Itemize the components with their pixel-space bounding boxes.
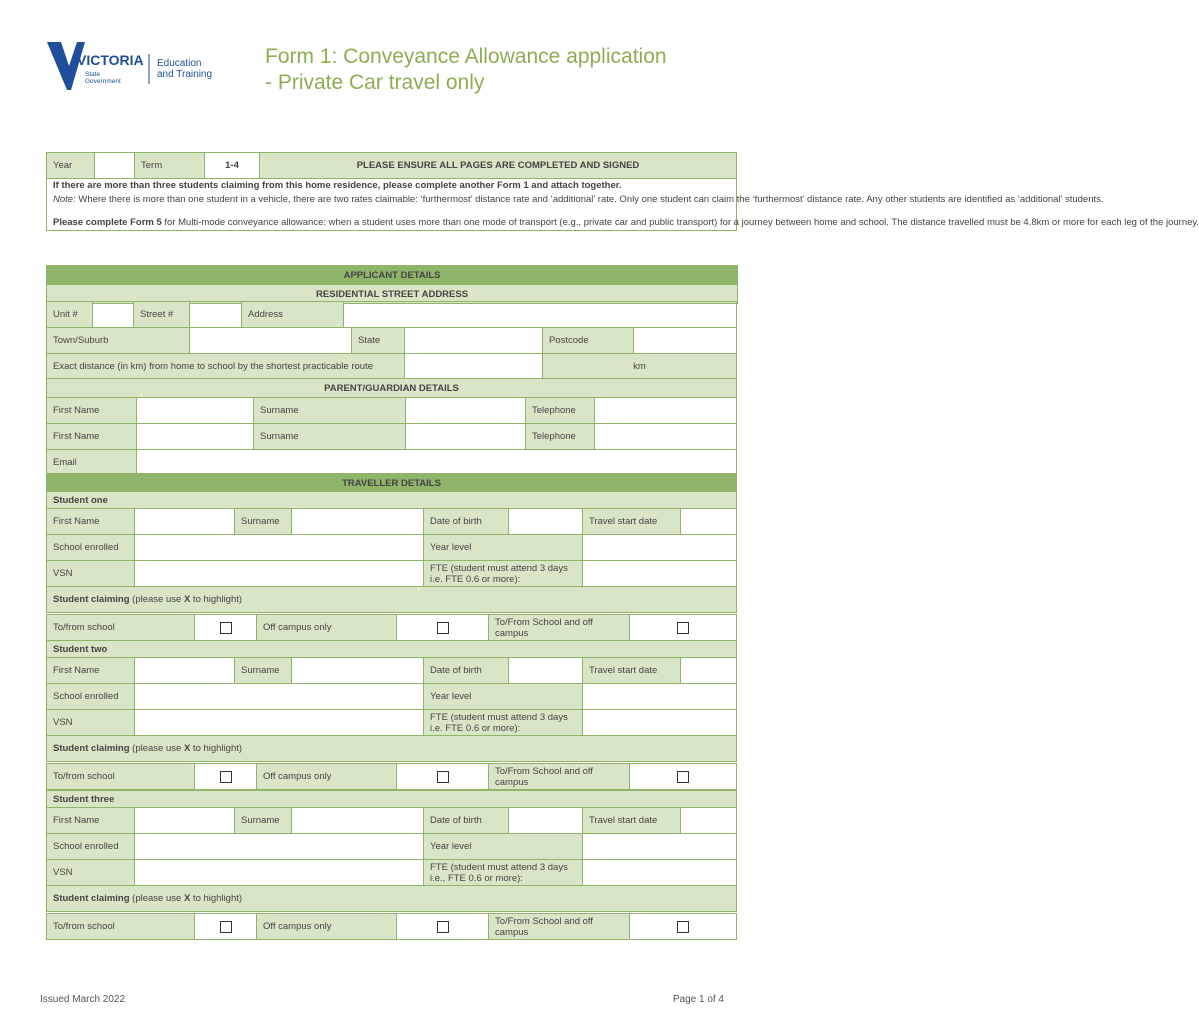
off-campus-label: Off campus only [257,914,397,940]
school-enrolled-field[interactable] [135,834,424,860]
address-field[interactable] [344,302,737,328]
parent2-telephone-field[interactable] [595,424,737,450]
address-row-1 [46,301,737,328]
form-title-line-2: - Private Car travel only [265,71,485,94]
checkbox-icon[interactable] [437,622,449,634]
student-travel-start-label: Travel start date [583,658,681,684]
form-title-line-1: Form 1: Conveyance Allowance application [265,45,667,68]
student-first-name-field[interactable] [135,509,235,535]
form-header-table [46,152,1199,231]
year-field[interactable] [95,153,135,179]
student-claim-options [46,763,737,790]
student-travel-start-field[interactable] [681,509,737,535]
form5-text: for Multi-mode conveyance allowance: when a student uses more than one mode of transport (e.g., private car and public transport) for a journey between home and school. The distance travelled must be 4.8km or more for each leg of the journey. [161,217,1199,228]
page-number: Page 1 of 4 [672,994,724,1005]
student-block-1 [46,491,737,613]
note-label: Note [53,193,74,205]
school-enrolled-label: School enrolled [47,834,135,860]
applicant-details-heading: APPLICANT DETAILS [47,266,738,285]
parent2-first-name-label: First Name [47,424,137,450]
to-from-off-campus-label: To/From School and off campus [489,615,630,641]
street-field[interactable] [190,302,242,328]
fte-field[interactable] [583,710,737,736]
email-field[interactable] [137,450,737,476]
distance-label: Exact distance (in km) from home to school by the shortest practicable route [47,354,405,380]
parent-first-name-field[interactable] [137,398,254,424]
town-field[interactable] [190,328,352,354]
student-travel-start-field[interactable] [681,808,737,834]
student-travel-start-label: Travel start date [583,808,681,834]
vsn-field[interactable] [135,860,424,886]
town-label: Town/Suburb [47,328,190,354]
vsn-field[interactable] [135,710,424,736]
to-from-off-campus-checkbox[interactable] [630,914,737,940]
victoria-education-logo [47,40,227,92]
parent-details-table [46,378,737,476]
fte-label: FTE (student must attend 3 days i.e., FTE 0.6 or more): [424,860,583,886]
parent-details-heading: PARENT/GUARDIAN DETAILS [47,379,737,398]
postcode-label: Postcode [543,328,634,354]
term-label: Term [135,153,205,179]
student-title: Student two [47,641,737,658]
fte-label: FTE (student must attend 3 days i.e. FTE 0.6 or more): [424,710,583,736]
off-campus-label: Off campus only [257,764,397,790]
checkbox-icon[interactable] [220,921,232,933]
unit-field[interactable] [93,302,134,328]
address-row-2 [46,327,737,380]
year-level-field[interactable] [583,834,737,860]
parent-telephone-field[interactable] [595,398,737,424]
street-label: Street # [134,302,190,328]
postcode-field[interactable] [634,328,737,354]
student-claiming-label: Student claiming (please use X to highlight) [47,587,737,613]
logo-state-text: State [85,71,101,78]
student-dob-field[interactable] [509,808,583,834]
student-first-name-field[interactable] [135,658,235,684]
student-dob-label: Date of birth [424,509,509,535]
student-dob-label: Date of birth [424,658,509,684]
parent2-surname-field[interactable] [406,424,526,450]
student-block-2 [46,640,737,762]
year-level-field[interactable] [583,684,737,710]
checkbox-icon[interactable] [677,622,689,634]
distance-field[interactable] [405,354,543,380]
checkbox-icon[interactable] [220,622,232,634]
student-claim-options [46,913,737,940]
unit-label: Unit # [47,302,93,328]
to-from-off-campus-label: To/From School and off campus [489,914,630,940]
fte-field[interactable] [583,860,737,886]
to-from-school-checkbox[interactable] [195,914,257,940]
student-claiming-label: Student claiming (please use X to highlight) [47,736,737,762]
off-campus-checkbox[interactable] [397,764,489,790]
checkbox-icon[interactable] [437,921,449,933]
state-field[interactable] [405,328,543,354]
year-level-label: Year level [424,834,583,860]
parent-first-name-label: First Name [47,398,137,424]
student-title: Student one [47,492,737,509]
off-campus-checkbox[interactable] [397,914,489,940]
logo-dept-text-2: and Training [157,69,213,80]
year-level-field[interactable] [583,535,737,561]
parent2-surname-label: Surname [254,424,406,450]
school-enrolled-label: School enrolled [47,684,135,710]
vsn-label: VSN [47,860,135,886]
checkbox-icon[interactable] [677,771,689,783]
student-dob-label: Date of birth [424,808,509,834]
to-from-school-checkbox[interactable] [195,764,257,790]
student-first-name-field[interactable] [135,808,235,834]
student-title: Student three [47,791,737,808]
vsn-field[interactable] [135,561,424,587]
to-from-school-label: To/from school [47,764,195,790]
school-enrolled-field[interactable] [135,684,424,710]
applicant-details-table [46,265,738,304]
checkbox-icon[interactable] [220,771,232,783]
traveller-details-heading: TRAVELLER DETAILS [47,474,737,493]
logo-main-text: VICTORIA [77,52,144,68]
student-first-name-label: First Name [47,808,135,834]
form5-bold: Please complete Form 5 [53,217,162,228]
fte-label: FTE (student must attend 3 days i.e. FTE 0.6 or more): [424,561,583,587]
to-from-off-campus-checkbox[interactable] [630,764,737,790]
school-enrolled-label: School enrolled [47,535,135,561]
form-title [265,44,745,96]
parent-surname-field[interactable] [406,398,526,424]
term-value[interactable]: 1-4 [205,153,260,179]
completion-banner: PLEASE ENSURE ALL PAGES ARE COMPLETED AND SIGNED [260,153,737,179]
instruction-bold: If there are more than three students claiming from this home residence, please complete another Form 1 and attach together. [53,180,622,191]
student-first-name-label: First Name [47,658,135,684]
student-surname-field[interactable] [292,509,424,535]
vsn-label: VSN [47,561,135,587]
student-surname-label: Surname [235,658,292,684]
logo-dept-text-1: Education [157,58,202,69]
student-surname-label: Surname [235,808,292,834]
issued-date: Issued March 2022 [40,994,126,1005]
student-surname-label: Surname [235,509,292,535]
student-travel-start-field[interactable] [681,658,737,684]
student-first-name-label: First Name [47,509,135,535]
residential-address-heading: RESIDENTIAL STREET ADDRESS [47,285,738,304]
vsn-label: VSN [47,710,135,736]
to-from-school-label: To/from school [47,615,195,641]
km-label: km [543,354,737,380]
to-from-school-label: To/from school [47,914,195,940]
student-dob-field[interactable] [509,658,583,684]
note-text: : Where there is more than one student in a vehicle, there are two rates claimable: ‘furthermost’ distance rate and ‘additional’ rate. Only one student can claim the ‘furthermost’ distance rate. Any other students are identified as ‘additional’ students. [73,193,1104,205]
fte-field[interactable] [583,561,737,587]
student-block-3 [46,790,737,912]
student-surname-field[interactable] [292,808,424,834]
student-claim-options [46,614,737,641]
to-from-off-campus-checkbox[interactable] [630,615,737,641]
student-dob-field[interactable] [509,509,583,535]
parent2-telephone-label: Telephone [526,424,595,450]
address-label: Address [242,302,344,328]
traveller-details-heading-table [46,473,737,493]
logo-gov-text: Government [85,78,121,85]
off-campus-label: Off campus only [257,615,397,641]
to-from-off-campus-label: To/From School and off campus [489,764,630,790]
checkbox-icon[interactable] [677,921,689,933]
year-level-label: Year level [424,684,583,710]
student-surname-field[interactable] [292,658,424,684]
to-from-school-checkbox[interactable] [195,615,257,641]
student-travel-start-label: Travel start date [583,509,681,535]
parent2-first-name-field[interactable] [137,424,254,450]
instructions [47,179,1199,231]
state-label: State [352,328,405,354]
student-claiming-label: Student claiming (please use X to highlight) [47,886,737,912]
checkbox-icon[interactable] [437,771,449,783]
parent-surname-label: Surname [254,398,406,424]
parent-telephone-label: Telephone [526,398,595,424]
email-label: Email [47,450,137,476]
year-level-label: Year level [424,535,583,561]
school-enrolled-field[interactable] [135,535,424,561]
year-label: Year [47,153,95,179]
off-campus-checkbox[interactable] [397,615,489,641]
